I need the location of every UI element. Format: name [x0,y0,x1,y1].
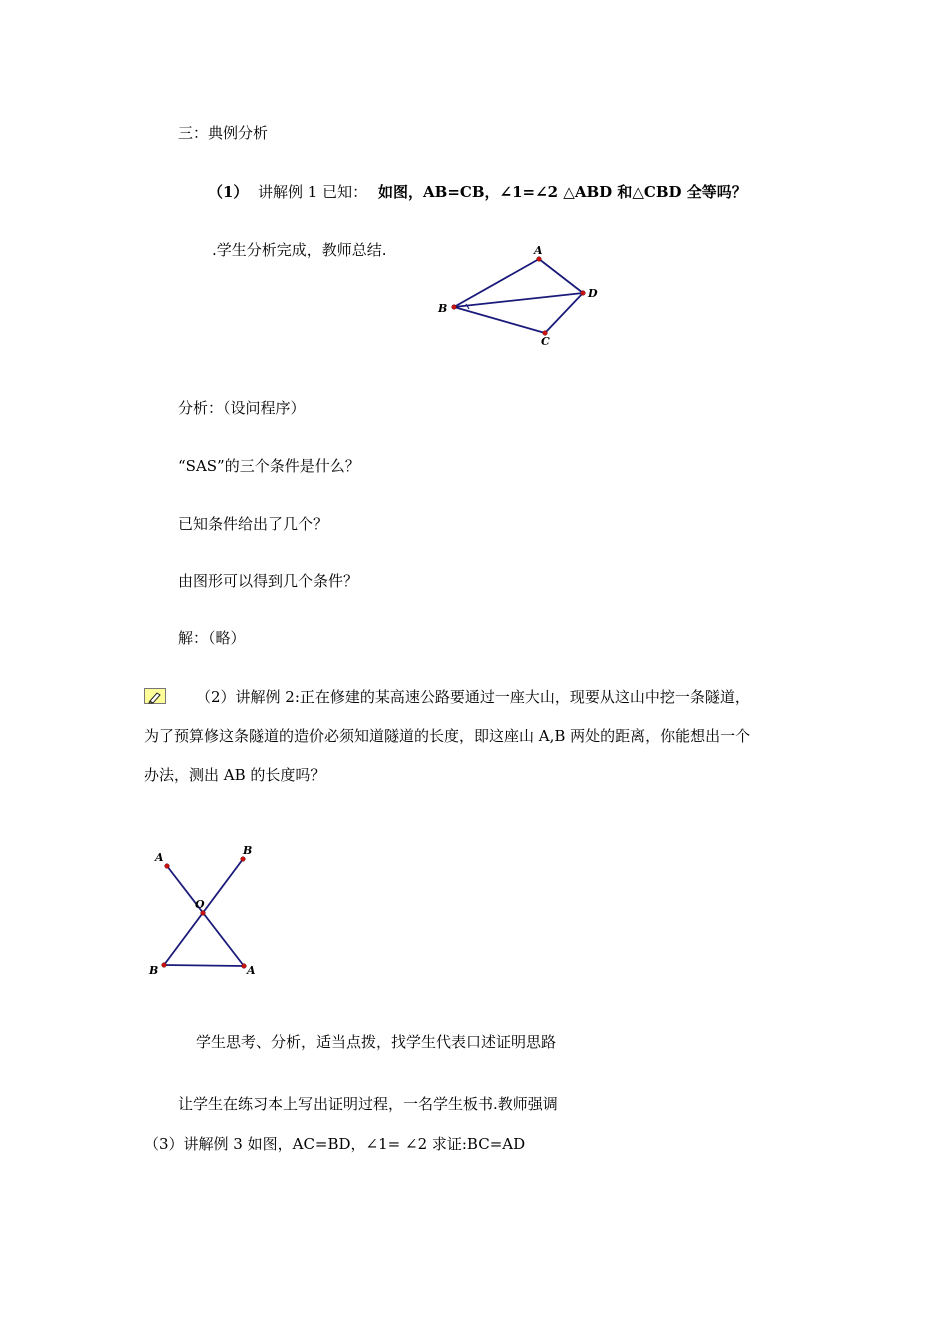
example2-line-2: 为了预算修这条隧道的造价必须知道隧道的长度，即这座山 A,B 两处的距离，你能想出一个 [144,727,751,745]
example2-line-1: （2）讲解例 2:正在修建的某高速公路要通过一座大山，现要从这山中挖一条隧道， [196,688,750,706]
solution-text: 解：（略） [178,629,246,647]
analysis-question-3: 由图形可以得到几个条件？ [178,572,359,590]
label-b-top: B [243,844,253,857]
figure-crossed-triangles [140,838,270,983]
analysis-heading: 分析：（设问程序） [178,399,306,417]
example3-line: （3）讲解例 3 如图，AC=BD，∠1= ∠2 求证:BC=AD [144,1135,526,1153]
note-icon[interactable] [144,688,166,704]
label-b: B [438,302,448,315]
label-o: O [195,898,205,911]
label-a-top: A [155,851,164,864]
example1-lead: 讲解例 1 已知： [258,183,368,201]
label-a-bottom: A [247,964,256,977]
example1-note: .学生分析完成，教师总结. [212,241,387,259]
section-title: 三：典例分析 [178,124,269,142]
figure-quadrilateral-abcd [430,240,610,350]
example2-note-1: 学生思考、分析，适当点拨，找学生代表口述证明思路 [196,1033,557,1051]
example2-note-2: 让学生在练习本上写出证明过程，一名学生板书.教师强调 [178,1095,558,1113]
example2-line-3: 办法，测出 AB 的长度吗？ [144,766,326,784]
analysis-question-2: 已知条件给出了几个？ [178,515,329,533]
analysis-question-1: “SAS”的三个条件是什么？ [178,457,360,475]
example1-statement: 如图，AB=CB，∠1=∠2 △ABD 和△CBD 全等吗？ [378,183,747,201]
label-d: D [588,287,598,300]
label-b-bottom: B [149,964,159,977]
example1-number: （1） [208,183,249,201]
label-c: C [541,335,550,348]
label-a: A [534,244,543,257]
